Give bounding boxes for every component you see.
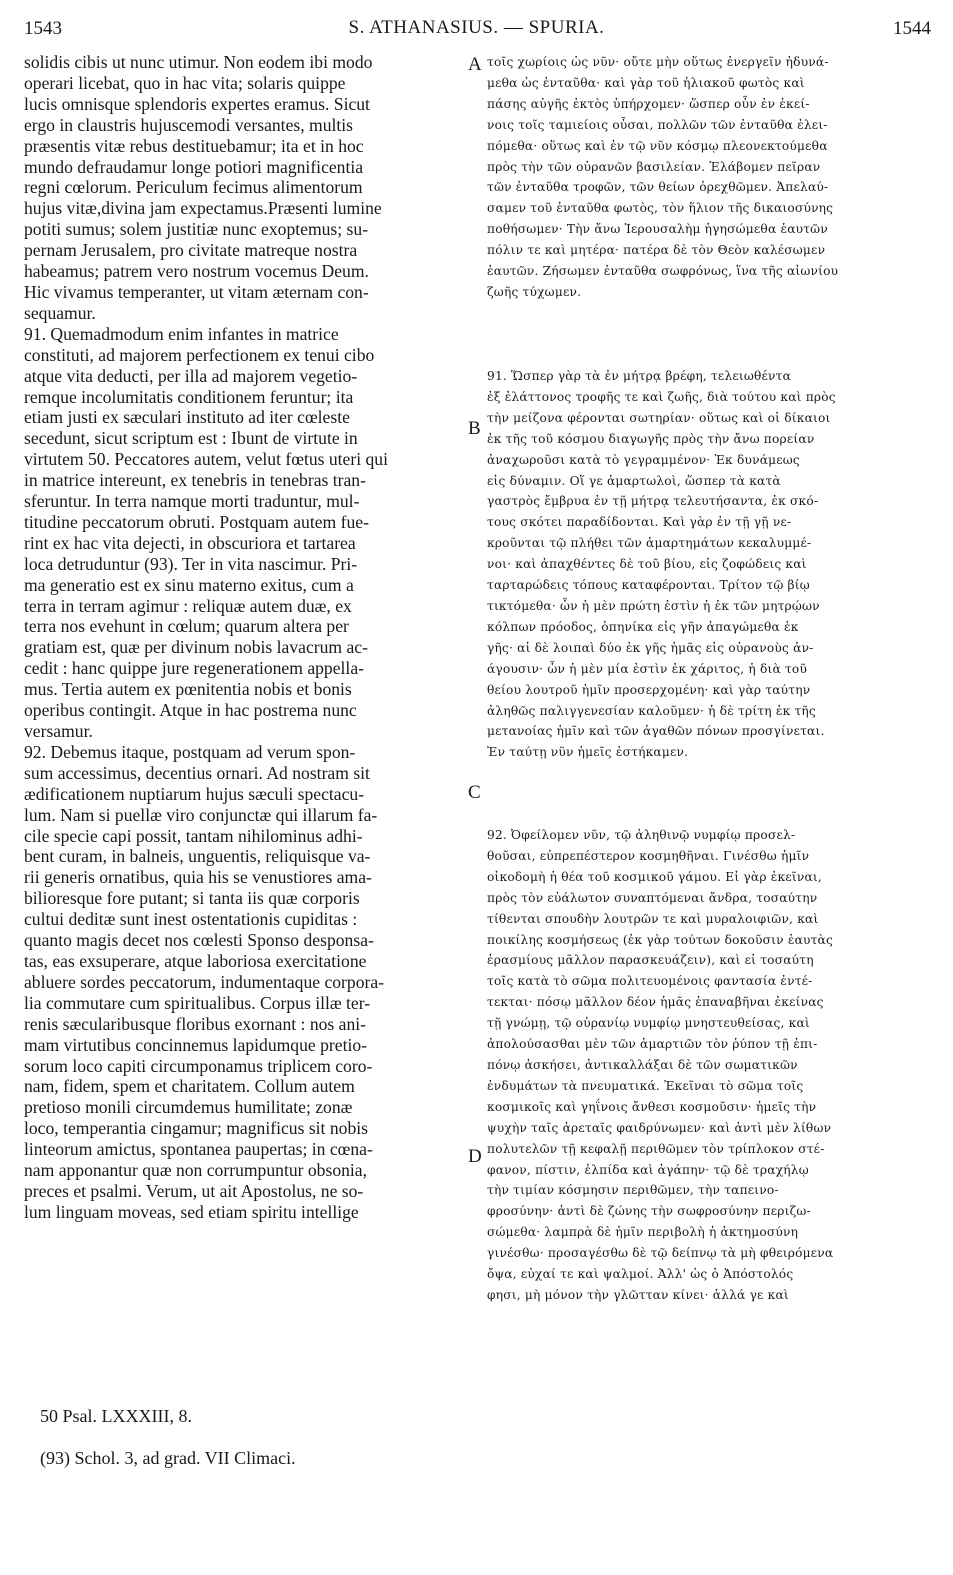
running-title: S. ATHANASIUS. — SPURIA. [348, 17, 605, 38]
footnotes [40, 1395, 296, 1479]
margin-marker-b: B [468, 418, 481, 439]
greek-paragraph-91: 91. Ὥσπερ γὰρ τὰ ἐν μήτρᾳ βρέφη, τελειωθέντα ἐξ ἐλάττονος τροφῆς τε καὶ ζωῆς, διὰ τούτου καὶ πρὸς τὴν μείζονα φέρονται σωτηρίαν· οὕτως καὶ οἱ δίκαιοι ἐκ τῆς τοῦ κόσμου διαγωγῆς πρὸς τὴν ἄνω πορείαν ἀναχωροῦσι κατὰ τὸ γεγραμμένον· Ἐκ δυνάμεως εἰς δύναμιν. Οἵ γε ἁμαρτωλοὶ, ὥσπερ τὰ κατὰ γαστρὸς ἔμβρυα ἐν τῇ μήτρᾳ τελευτήσαντα, ἐκ σκό- τους σκότει παραδίδονται. Καὶ γὰρ ἐν τῇ γῇ νε- κροῦνται τῷ πλήθει τῶν ἁμαρτημάτων κεκαλυμμέ- νοι· καὶ ἀπαχθέντες δὲ τοῦ βίου, εἰς ζοφώδεις καὶ ταρταρώδεις τόπους καταφέρονται. Τρίτον τῷ βίῳ τικτόμεθα· ὧν ἡ μὲν πρώτη ἐστὶν ἡ ἐκ τῶν μητρῴων κόλπων πρόοδος, ὁπηνίκα εἰς γῆν ἀπαγώμεθα ἐκ γῆς· αἱ δὲ λοιπαὶ δύο ἐκ γῆς ἡμᾶς εἰς οὐρανοὺς ἀν- άγουσιν· ὧν ἡ μὲν μία ἐστὶν ἐκ χάριτος, ἡ διὰ τοῦ θείου λουτροῦ ἡμῖν προσερχομένη· καὶ γὰρ ταύτην ἀληθῶς παλιγγενεσίαν καλοῦμεν· ἡ δὲ τρίτη ἐκ τῆς μετανοίας ἡμῖν καὶ τῶν ἀγαθῶν πόνων προσγίνεται. Ἐν ταύτῃ νῦν ἡμεῖς ἐστήκαμεν. [487, 369, 836, 760]
right-page-number: 1544 [893, 18, 931, 39]
footnote-50: 50 Psal. LXXXIII, 8. [40, 1406, 192, 1426]
margin-marker-a: A [468, 54, 482, 75]
greek-paragraph-92: 92. Ὀφείλομεν νῦν, τῷ ἀληθινῷ νυμφίῳ προσελ- θοῦσαι, εὐπρεπέστερον κοσμηθῆναι. Γινέσθω ἡμῖν οἰκοδομὴ ἡ θέα τοῦ κοσμικοῦ γάμου. Εἰ γὰρ ἐκεῖναι, πρὸς τὸν εὐάλωτον συναπτόμεναι ἄνδρα, τοσαύτην τίθενται σπουδὴν λουτρῶν τε καὶ μυραλοιφιῶν, καὶ ποικίλης κοσμήσεως (ἐκ γὰρ τούτων δοκοῦσιν ἑαυτὰς ἐρασμίους μᾶλλον παρασκευάζειν), καὶ εἰ τοσαύτη τοῖς κατὰ τὸ σῶμα πολιτευομένοις φαντασία ἐντέ- τεκται· πόσῳ μᾶλλον δέον ἡμᾶς ἐπαναβῆναι ἐκείνας τῇ γνώμῃ, τῷ οὐρανίῳ νυμφίῳ μνηστευθείσας, καὶ ἀπολούσασθαι μὲν τῶν ἁμαρτιῶν τὸν ῥύπον τῇ ἐπι- πόνῳ ἀσκήσει, ἀντικαλλάξαι δὲ τῶν σωματικῶν ἐνδυμάτων τὰ πνευματικά. Ἐκεῖναι τὸ σῶμα τοῖς κοσμικοῖς καὶ γηΐνοις ἄνθεσι κοσμοῦσιν· ἡμεῖς τὴν ψυχὴν ταῖς ἀρεταῖς φαιδρύνωμεν· καὶ ἀντὶ μὲν λίθων πολυτελῶν τῇ κεφαλῇ περιθῶμεν τὸν τρίπλοκον στέ- φανον, πίστιν, ἐλπίδα καὶ ἀγάπην· τῷ δὲ τραχήλῳ τὴν τιμίαν κόσμησιν περιθῶμεν, τὴν ταπεινο- φροσύνην· ἀντὶ δὲ ζώνης τὴν σωφροσύνην περιζω- σώμεθα· λαμπρὰ δὲ ἡμῖν περιβολὴ ἡ ἀκτημοσύνη γινέσθω· προσαγέσθω δὲ τῷ δείπνῳ τὰ μὴ φθειρόμενα ὄψα, εὐχαί τε καὶ ψαλμοί. Ἀλλ' ὡς ὁ Ἀπόστολός φησι, μὴ μόνον τὴν γλῶτταν κίνει· ἀλλά γε καὶ [487, 828, 834, 1302]
left-page-number: 1543 [24, 18, 62, 39]
latin-column: solidis cibis ut nunc utimur. Non eodem ibi modo operari licebat, quo in hac vita; solaris quippe lucis omnisque splendoris expertes eramus. Sicut ergo in claustris hujuscemodi versantes, multis præsentis vitæ rebus destituebamur; ita et in hoc mundo defraudamur longe potiori magnificentia regni cœlorum. Periculum fecimus alimentorum hujus vitæ,divina jam expectamus.Præsenti lumine potiti sumus; solem justitiæ nunc exoptemus; su- pernam Jerusalem, pro civitate matreque nostra habeamus; patrem vero nostrum vocemus Deum. Hic vivamus temperanter, ut vitam æternam con- sequamur. 91. Quemadmodum enim infantes in matrice constituti, ad majorem perfectionem ex tenui cibo atque vita deducti, per illa ad majorem vegetio- remque incolumitatis conditionem feruntur; ita etiam justi ex sæculari instituto ad iter cœleste secedunt, sicut scriptum est : Ibunt de virtute in virtutem 50. Peccatores autem, velut fœtus uteri qui in matrice intereunt, ex tenebris in tenebras tran- sferuntur. In terra namque morti traduntur, mul- titudine peccatorum obruti. Postquam autem fue- rint ex hac vita dejecti, in obscuriora et tartarea loca detruduntur (93). Ter in vita nascimur. Pri- ma generatio est ex sinu materno exitus, cum a terra in terram agimur : reliquæ autem duæ, ex terra nos evehunt in cœlum; quarum altera per gratiam est, quæ per divinum nobis lavacrum ac- cedit : hanc quippe jure regenerationem appella- mus. Tertia autem ex pœnitentia nobis et bonis operibus contingit. Atque in hac postrema nunc versamur. 92. Debemus itaque, postquam ad verum spon- sum accessimus, decentius ornari. Ad nostram sit ædificationem nuptiarum hujus sæculi spectacu- lum. Nam si puellæ viro conjunctæ qui illarum fa- cile specie capi possit, tantam nihilominus adhi- bent curam, in balneis, unguentis, reliquisque va- rii generis ornatibus, quia his se venustiores ama- bilioresque fore putant; si tanta iis quæ corporis cultui deditæ sunt inest ostentationis cupiditas : quanto magis decet nos cœlesti Sponso desponsa- tas, eas exsuperare, atque laboriosa exercitatione abluere sordes peccatorum, indumentaque corpora- lia commutare cum spiritualibus. Corpus illæ ter- renis sæcularibusque floribus exornant : nos ani- mam virtutibus concinnemus lapidumque pretio- sorum loco capiti circumponamus triplicem coro- nam, fidem, spem et charitatem. Collum autem pretioso monili circumdemus humilitate; zonæ loco, temperantia cingamur; magnificus sit nobis linteorum amictus, spontanea paupertas; in cœna- nam apponantur quæ non corrumpuntur obsonia, preces et psalmi. Verum, ut ait Apostolus, ne so- lum linguam moveas, sed etiam spiritu intellige [24, 52, 388, 1222]
footnote-93: (93) Schol. 3, ad grad. VII Climaci. [40, 1448, 296, 1468]
page-header [0, 0, 953, 48]
margin-marker-d: D [468, 1146, 482, 1167]
margin-marker-c: C [468, 782, 481, 803]
greek-paragraph-intro: τοῖς χωρίοις ὡς νῦν· οὔτε μὴν οὕτως ἐνεργεῖν ἠδυνά- μεθα ὡς ἐνταῦθα· καὶ γὰρ τοῦ ἡλιακοῦ φωτὸς καὶ πάσης αὐγῆς ἐκτὸς ὑπήρχομεν· ὥσπερ οὖν ἐν ἐκεί- νοις τοῖς ταμιείοις οὖσαι, πολλῶν τῶν ἐνταῦθα ἐλει- πόμεθα· οὕτως καὶ ἐν τῷ νῦν κόσμῳ πλεονεκτούμεθα πρὸς τὴν τῶν οὐρανῶν βασιλείαν. Ἐλάβομεν πεῖραν τῶν ἐνταῦθα τροφῶν, τῶν θείων ὀρεχθῶμεν. Ἀπελαύ- σαμεν τοῦ ἐνταῦθα φωτὸς, τὸν ἥλιον τῆς δικαιοσύνης ποθήσωμεν· Τὴν ἄνω Ἱερουσαλὴμ ἡγησώμεθα ἑαυτῶν πόλιν τε καὶ μητέρα· πατέρα δὲ τὸν Θεὸν καλέσωμεν ἑαυτῶν. Ζήσωμεν ἐνταῦθα σωφρόνως, ἵνα τῆς αἰωνίου ζωῆς τύχωμεν. [487, 55, 839, 299]
